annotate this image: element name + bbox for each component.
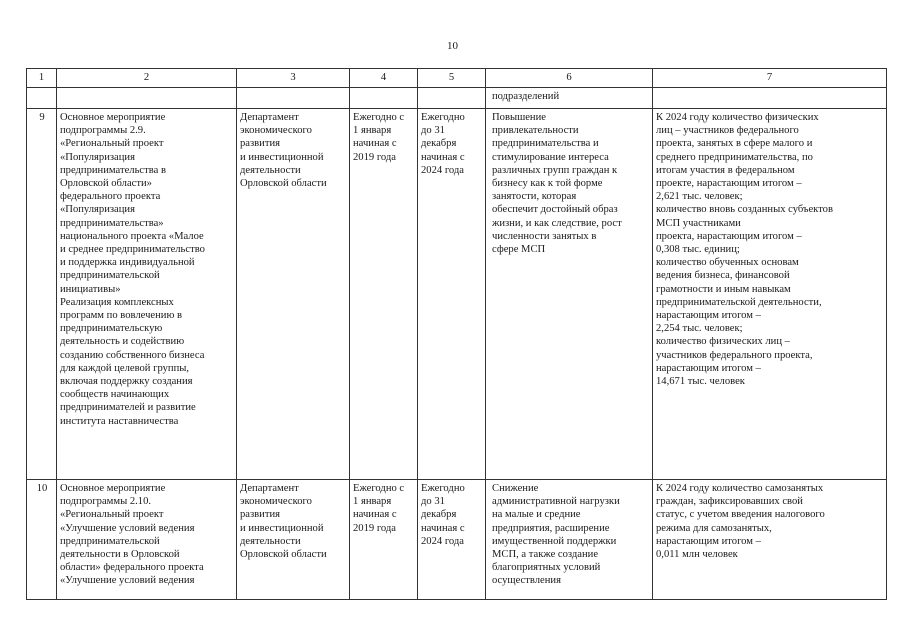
executor: Департамент экономического развития и инвестиционной деятельности Орловской области	[237, 480, 350, 600]
continuation-cell-1	[27, 88, 57, 109]
measure-description: Основное мероприятие подпрограммы 2.10. «Региональный проект «Улучшение условий ведения предпринимательской деятельности в Орловской области» федерального проекта «Улучшение условий ведения	[57, 480, 237, 600]
header-cell-7: 7	[653, 69, 887, 88]
header-cell-4: 4	[350, 69, 418, 88]
continuation-cell-2	[57, 88, 237, 109]
table-row-9	[27, 109, 887, 480]
expected-result: Снижение административной нагрузки на малые и средние предприятия, расширение имущественной поддержки МСП, а также создание благоприятных условий осуществления	[486, 480, 653, 600]
target-indicators: К 2024 году количество физических лиц – участников федерального проекта, занятых в сфере малого и среднего предпринимательства, по итогам участия в федеральном проекте, нарастающим итогом – 2,621 тыс. человек; количество вновь созданных субъектов МСП участниками проекта, нарастающим итогом – 0,308 тыс. единиц; количество обученных основам ведения бизнеса, финансовой грамотности и иным навыкам предпринимательской деятельности, нарастающим итогом – 2,254 тыс. человек; количество физических лиц – участников федерального проекта, нарастающим итогом – 14,671 тыс. человек	[653, 109, 887, 480]
start-date: Ежегодно с 1 января начиная с 2019 года	[350, 109, 418, 480]
header-cell-6: 6	[486, 69, 653, 88]
continuation-cell-4	[350, 88, 418, 109]
continuation-cell-5	[418, 88, 486, 109]
page-number: 10	[447, 40, 458, 52]
continuation-row	[27, 88, 887, 109]
continuation-cell-6: подразделений	[486, 88, 653, 109]
continuation-cell-3	[237, 88, 350, 109]
header-row	[27, 69, 887, 88]
measures-table	[26, 68, 887, 600]
header-cell-5: 5	[418, 69, 486, 88]
row-number: 9	[27, 109, 57, 480]
header-cell-2: 2	[57, 69, 237, 88]
start-date: Ежегодно с 1 января начиная с 2019 года	[350, 480, 418, 600]
end-date: Ежегодно до 31 декабря начиная с 2024 года	[418, 109, 486, 480]
row-number: 10	[27, 480, 57, 600]
end-date: Ежегодно до 31 декабря начиная с 2024 года	[418, 480, 486, 600]
measure-description: Основное мероприятие подпрограммы 2.9. «Региональный проект «Популяризация предпринимательства в Орловской области» федерального проекта «Популяризация предпринимательства» национального проекта «Малое и среднее предпринимательство и поддержка индивидуальной предпринимательской инициативы» Реализация комплексных программ по вовлечению в предпринимательскую деятельность и содействию созданию собственного бизнеса для каждой целевой группы, включая поддержку создания сообществ начинающих предпринимателей и развитие института наставничества	[57, 109, 237, 480]
table-row-10	[27, 480, 887, 600]
continuation-cell-7	[653, 88, 887, 109]
expected-result: Повышение привлекательности предпринимательства и стимулирование интереса различных групп граждан к бизнесу как к той форме занятости, которая обеспечит достойный образ жизни, и как следствие, рост численности занятых в сфере МСП	[486, 109, 653, 480]
executor: Департамент экономического развития и инвестиционной деятельности Орловской области	[237, 109, 350, 480]
header-cell-1: 1	[27, 69, 57, 88]
header-cell-3: 3	[237, 69, 350, 88]
target-indicators: К 2024 году количество самозанятых граждан, зафиксировавших свой статус, с учетом введения налогового режима для самозанятых, нарастающим итогом – 0,011 млн человек	[653, 480, 887, 600]
